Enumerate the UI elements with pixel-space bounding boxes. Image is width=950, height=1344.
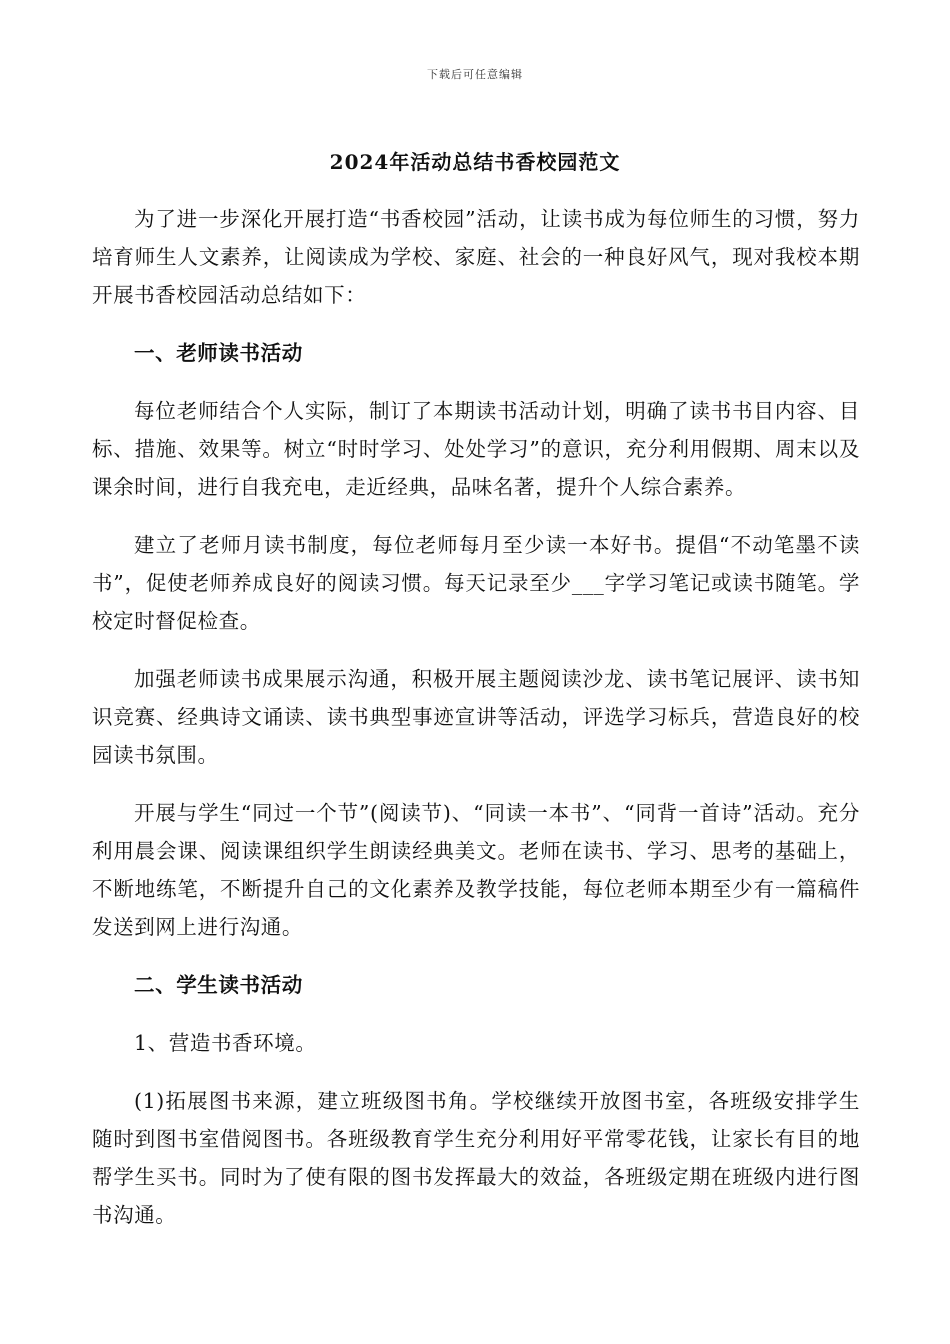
- paragraph: 开展与学生“同过一个节”(阅读节)、“同读一本书”、“同背一首诗”活动。充分利用晨会课、阅读课组织学生朗读经典美文。老师在读书、学习、思考的基础上，不断地练笔，不断提升自己的文化素养及教学技能，每位老师本期至少有一篇稿件发送到网上进行沟通。: [92, 801, 860, 939]
- paragraph: 每位老师结合个人实际，制订了本期读书活动计划，明确了读书书目内容、目标、措施、效果等。树立“时时学习、处处学习”的意识，充分利用假期、周末以及课余时间，进行自我充电，走近经典，品味名著，提升个人综合素养。: [92, 399, 860, 499]
- document-body: [92, 200, 860, 1254]
- paragraph: (1)拓展图书来源，建立班级图书角。学校继续开放图书室，各班级安排学生随时到图书室借阅图书。各班级教育学生充分利用好平常零花钱，让家长有目的地帮学生买书。同时为了使有限的图书发挥最大的效益，各班级定期在班级内进行图书沟通。: [92, 1089, 860, 1227]
- paragraph: 建立了老师月读书制度，每位老师每月至少读一本好书。提倡“不动笔墨不读书”，促使老师养成良好的阅读习惯。每天记录至少___字学习笔记或读书随笔。学校定时督促检查。: [92, 533, 860, 633]
- intro-paragraph: 为了进一步深化开展打造“书香校园”活动，让读书成为每位师生的习惯，努力培育师生人文素养，让阅读成为学校、家庭、社会的一种良好风气，现对我校本期开展书香校园活动总结如下：: [92, 207, 860, 307]
- paragraph: 加强老师读书成果展示沟通，积极开展主题阅读沙龙、读书笔记展评、读书知识竞赛、经典诗文诵读、读书典型事迹宣讲等活动，评选学习标兵，营造良好的校园读书氛围。: [92, 667, 860, 767]
- subsection-heading: 1、营造书香环境。: [134, 1031, 317, 1055]
- header-note: 下载后可任意编辑: [427, 68, 523, 81]
- section-heading-students: 二、学生读书活动: [134, 973, 303, 997]
- section-heading-teachers: 一、老师读书活动: [134, 341, 303, 365]
- document-title: 2024年活动总结书香校园范文: [329, 150, 621, 174]
